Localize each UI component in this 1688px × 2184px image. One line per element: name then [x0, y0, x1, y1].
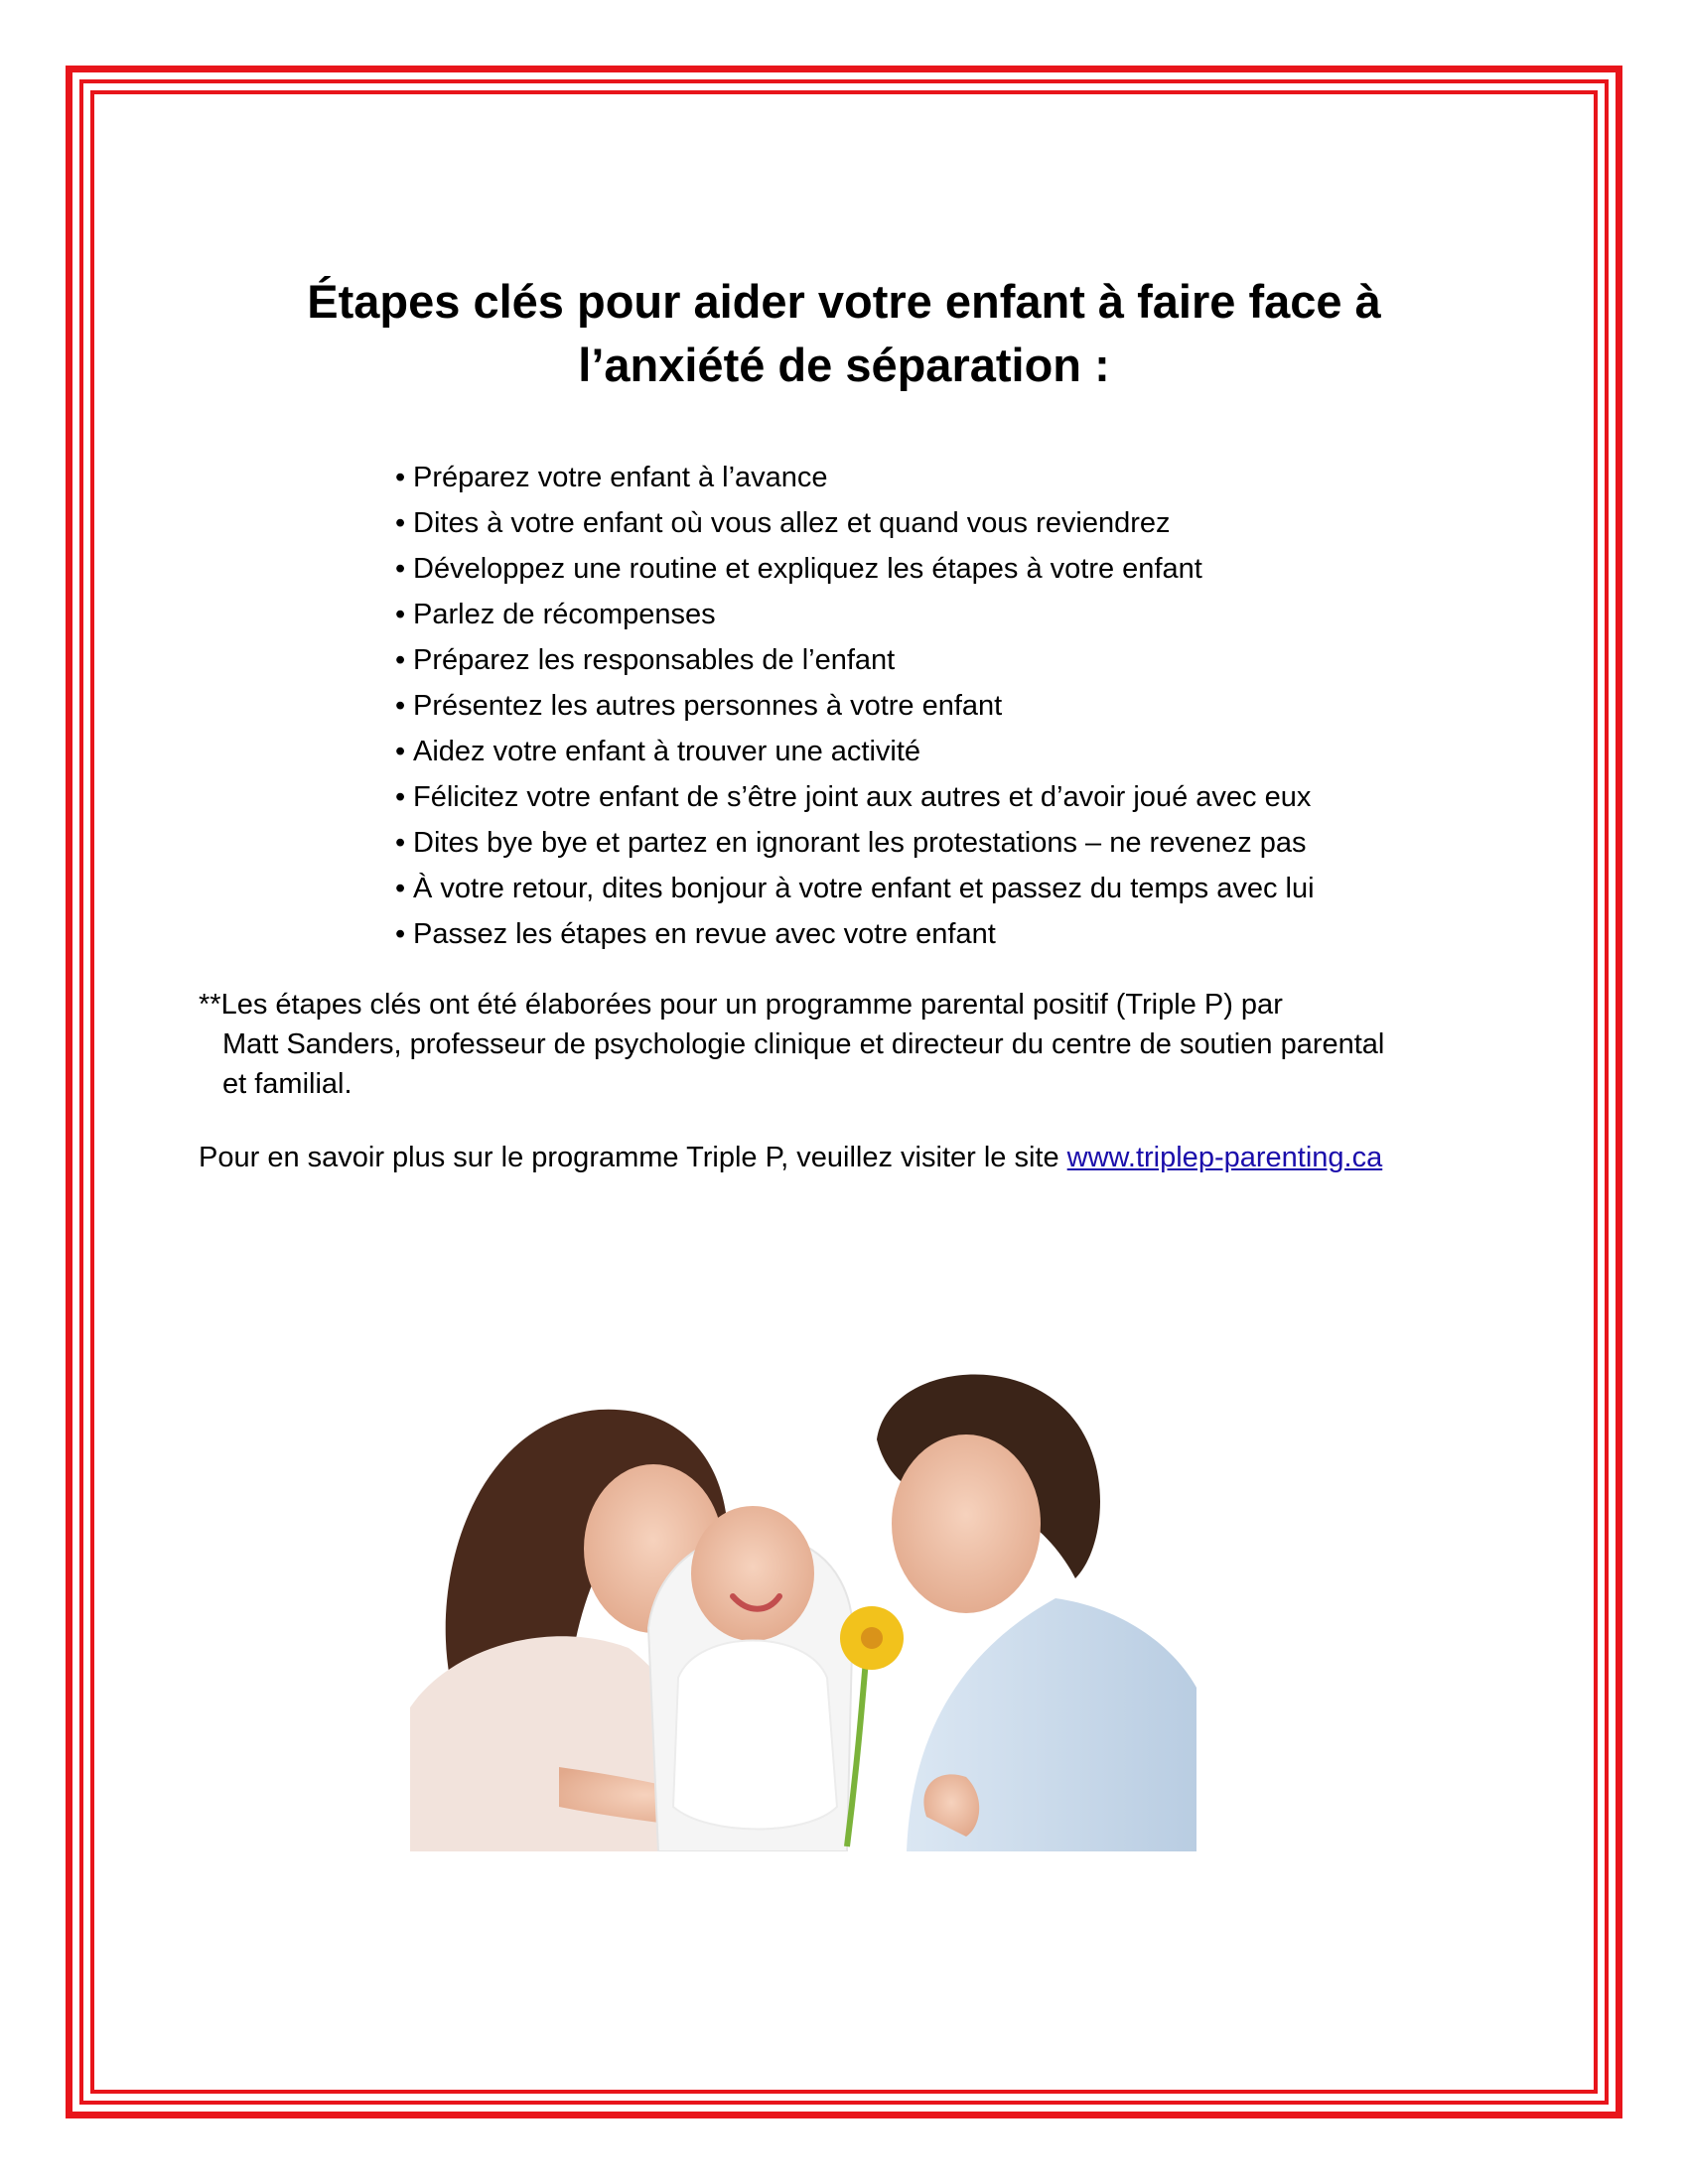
- bullet-icon: •: [395, 781, 406, 813]
- page-title: [199, 270, 1489, 397]
- step-text: À votre retour, dites bonjour à votre enfant et passez du temps avec lui: [413, 873, 1315, 904]
- bullet-icon: •: [395, 507, 406, 539]
- bullet-icon: •: [395, 599, 406, 630]
- bullet-icon: •: [395, 873, 406, 904]
- bullet-icon: •: [395, 553, 406, 585]
- list-item: [395, 911, 1315, 957]
- list-item: [395, 729, 1315, 774]
- family-photo: [410, 1350, 1196, 1851]
- list-item: [395, 500, 1315, 546]
- credit-note-line-2: Matt Sanders, professeur de psychologie clinique et directeur du centre de soutien parental: [222, 1028, 1385, 1060]
- bullet-icon: •: [395, 827, 406, 859]
- bullet-icon: •: [395, 462, 406, 493]
- more-info: [199, 1138, 1382, 1177]
- flower-center: [861, 1627, 883, 1649]
- list-item: [395, 866, 1315, 911]
- more-info-text: Pour en savoir plus sur le programme Triple P, veuillez visiter le site: [199, 1142, 1067, 1173]
- list-item: [395, 546, 1315, 592]
- step-text: Dites à votre enfant où vous allez et quand vous reviendrez: [413, 507, 1171, 539]
- step-text: Développez une routine et expliquez les étapes à votre enfant: [413, 553, 1202, 585]
- step-text: Passez les étapes en revue avec votre enfant: [413, 918, 996, 950]
- triplep-website-link[interactable]: www.triplep-parenting.ca: [1066, 1142, 1383, 1173]
- step-text: Parlez de récompenses: [413, 599, 716, 630]
- step-text: Félicitez votre enfant de s’être joint aux autres et d’avoir joué avec eux: [413, 781, 1312, 813]
- bullet-icon: •: [395, 644, 406, 676]
- credit-note-line-1: **Les étapes clés ont été élaborées pour un programme parental positif (Triple P) par: [199, 989, 1283, 1021]
- list-item: [395, 592, 1315, 637]
- man-face: [892, 1434, 1041, 1613]
- step-text: Préparez votre enfant à l’avance: [413, 462, 828, 493]
- bullet-icon: •: [395, 736, 406, 767]
- title-line-1: Étapes clés pour aider votre enfant à faire face à: [307, 275, 1381, 328]
- bullet-icon: •: [395, 690, 406, 722]
- list-item: [395, 820, 1315, 866]
- step-text: Dites bye bye et partez en ignorant les protestations – ne revenez pas: [413, 827, 1307, 859]
- steps-list: [395, 455, 1315, 957]
- title-line-2: l’anxiété de séparation :: [578, 339, 1110, 391]
- credit-note-line-3: et familial.: [222, 1068, 352, 1100]
- step-text: Présentez les autres personnes à votre enfant: [413, 690, 1003, 722]
- list-item: [395, 455, 1315, 500]
- baby-body: [673, 1641, 837, 1830]
- list-item: [395, 774, 1315, 820]
- step-text: Préparez les responsables de l’enfant: [413, 644, 896, 676]
- list-item: [395, 683, 1315, 729]
- list-item: [395, 637, 1315, 683]
- step-text: Aidez votre enfant à trouver une activité: [413, 736, 921, 767]
- bullet-icon: •: [395, 918, 406, 950]
- baby-face: [691, 1506, 814, 1641]
- credit-note: [199, 985, 1489, 1104]
